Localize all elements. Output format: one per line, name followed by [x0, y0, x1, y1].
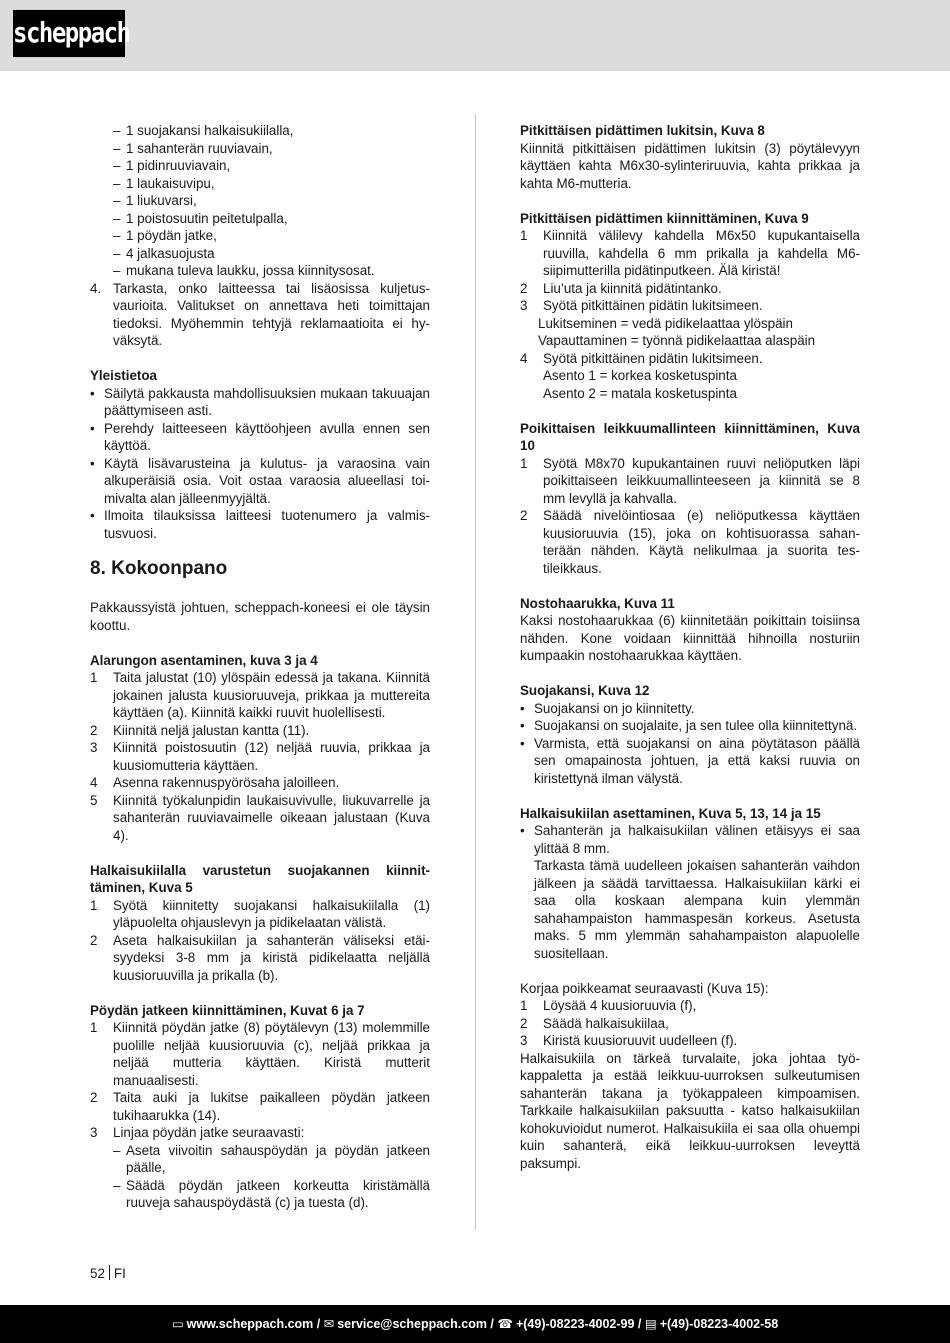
numbered-list	[520, 227, 860, 402]
item-number: 3	[520, 1033, 528, 1048]
section-heading: Nostohaarukka, Kuva 11	[520, 595, 675, 611]
list-item	[113, 192, 430, 210]
list-item	[90, 420, 430, 455]
left-column	[90, 122, 430, 1212]
column-divider	[475, 114, 476, 1230]
item-number: 2	[520, 280, 528, 296]
list-item-body	[113, 1089, 430, 1124]
list-item-text: Kiinnitä poistosuutin (12) neljää ruuvia, prikkaa ja kuusiomutteria käyttäen.	[113, 740, 430, 773]
list-item	[90, 897, 430, 932]
list-item	[90, 385, 430, 420]
dash-marker: –	[113, 123, 121, 138]
list-item-text: 1 pidinruuviavain,	[126, 158, 231, 173]
list-item-text: 1 liukuvarsi,	[126, 193, 197, 208]
list-item-body	[113, 792, 430, 845]
list-item-body	[543, 227, 860, 280]
header-bar	[0, 0, 950, 71]
item-number: 2	[90, 932, 98, 948]
paragraph: Pakkaussyistä johtuen, scheppach-koneesi ei ole täysin koottu.	[90, 600, 430, 633]
bullet-list	[520, 822, 860, 962]
list-item	[520, 227, 860, 280]
list-item-text: Kiristä kuusioruuvit uudelleen (f).	[543, 1033, 738, 1048]
list-item-body	[543, 350, 860, 403]
separator	[109, 1265, 110, 1280]
phone-icon: ☎	[497, 1317, 513, 1331]
separator: /	[486, 1317, 498, 1331]
list-item	[113, 245, 430, 263]
list-item-text: Aseta halkaisukiilan ja sahanterän väliseksi etäisyydeksi 3-8 mm ja kiristä pidikelaatta neljällä kuusioruuvilla ja prikalla (b).	[113, 932, 430, 983]
list-item-text: Asenna rakennuspyörösaha jaloilleen.	[113, 775, 340, 790]
paragraph: Kaksi nostohaarukkaa (6) kiinnitetään poikittain toisiinsa nähden. Kone voidaan kiinnittää hihnoilla nosturiin kumpaakin nostohaarukkaa käyttäen.	[520, 613, 860, 663]
list-item-detail: Vapauttaminen = työnnä pidikelaattaa alaspäin	[538, 333, 816, 348]
item-number: 5	[90, 792, 98, 808]
dash-marker: –	[113, 175, 121, 191]
section-heading: Halkaisukiilalla varustetun suojakannen kiinnittäminen, Kuva 5	[90, 862, 430, 895]
list-item-body	[543, 507, 860, 577]
list-item	[520, 1032, 860, 1050]
list-item-body	[543, 997, 860, 1015]
sublist-item	[113, 1177, 430, 1212]
list-item-body	[113, 280, 430, 350]
list-item-body	[543, 1032, 860, 1050]
bullet-marker: •	[520, 735, 525, 751]
section-heading: Pitkittäisen pidättimen lukitsin, Kuva 8	[520, 123, 765, 138]
list-item-text: Tarkasta, onko laitteessa tai lisäosissa kuljetusvaurioita. Valitukset on annettava heti toimittajan tiedoksi. Myöhemmin tehtyjä reklamaatioita ei hyväksytä.	[113, 280, 430, 348]
dash-marker: –	[113, 245, 121, 261]
list-item	[113, 157, 430, 175]
list-item-detail: Asento 2 = matala kosketuspinta	[543, 385, 737, 401]
dash-marker: –	[113, 140, 121, 156]
list-item	[90, 774, 430, 792]
item-number: 1	[90, 1020, 98, 1035]
list-item-text: Kiinnitä pöydän jatke (8) pöytälevyn (13) molemmille puolille neljää kuusioruuvia (c), neljää prikkaa ja neljää mutteria käyttäen. Kiristä mutterit manuaalisesti.	[113, 1020, 430, 1088]
separator: /	[313, 1317, 324, 1331]
list-item-text: Suojakansi on suojalaite, ja sen tulee olla kiinnitettynä.	[534, 718, 858, 733]
item-number: 2	[90, 722, 98, 738]
item-number: 1	[90, 670, 98, 685]
item-number: 1	[520, 998, 528, 1013]
list-item-text: Liu’uta ja kiinnitä pidätintanko.	[543, 280, 722, 296]
list-item-body	[538, 297, 860, 350]
list-item-text	[534, 700, 860, 718]
list-item-text: Syötä pitkittäinen pidätin lukitsimeen.	[543, 350, 763, 366]
list-item-body	[113, 1019, 430, 1089]
list-item	[90, 669, 430, 722]
list-item-text	[104, 420, 430, 455]
list-item-text: 1 laukaisuvipu,	[126, 175, 215, 191]
section-heading: Yleistietoa	[90, 368, 157, 383]
bullet-list	[520, 700, 860, 788]
section-heading: Pitkittäisen pidättimen kiinnittäminen, Kuva 9	[520, 210, 809, 226]
list-item-text: Kiinnitä neljä jalustan kantta (11).	[113, 722, 310, 738]
list-item-text: Säilytä pakkausta mahdollisuuksien mukaan takuuajan päättymiseen asti.	[104, 385, 430, 418]
bullet-marker: •	[520, 823, 525, 838]
numbered-list	[90, 280, 430, 350]
sublist-item-text: Aseta viivoitin sahauspöydän ja pöydän jatkeen päälle,	[126, 1142, 430, 1175]
list-item	[90, 455, 430, 508]
scheppach-logo: scheppach	[13, 10, 125, 57]
list-item-text: 1 sahanterän ruuviavain,	[126, 140, 273, 156]
section-heading: Pöydän jatkeen kiinnittäminen, Kuvat 6 ja 7	[90, 1002, 365, 1018]
paragraph: Kiinnitä pitkittäisen pidättimen lukitsin (3) pöytälevyyn käyttäen kahta M6x30-sylinteriruuvia, kahta prikkaa ja kahta M6-mutteria.	[520, 140, 860, 191]
section-heading: Poikittaisen leikkuumallinteen kiinnittäminen, Kuva 10	[520, 420, 860, 453]
bullet-marker: •	[90, 508, 95, 523]
list-item-text	[534, 822, 860, 962]
list-item-detail: Asento 1 = korkea kosketuspinta	[543, 368, 737, 383]
item-number: 1	[520, 228, 528, 243]
list-item	[90, 1089, 430, 1124]
list-item-text: Taita jalustat (10) ylöspäin edessä ja takana. Kiinnitä jokainen jalusta kuusioruuveja, prikkaa ja muttereita käyttäen (a). Kiinnitä kaikki ruuvit huolellisesti.	[113, 670, 430, 720]
dash-marker: –	[113, 228, 121, 243]
website-link[interactable]: www.scheppach.com	[186, 1317, 314, 1331]
numbered-list	[520, 997, 860, 1050]
list-item	[520, 822, 860, 962]
dash-sublist	[113, 1142, 430, 1212]
numbered-list	[90, 1019, 430, 1212]
list-item	[520, 700, 860, 718]
bullet-marker: •	[90, 385, 95, 401]
list-item	[90, 932, 430, 985]
list-item-body	[113, 1124, 430, 1212]
email-link[interactable]: service@scheppach.com	[337, 1317, 487, 1331]
list-item	[520, 507, 860, 577]
list-item-text: mukana tuleva laukku, jossa kiinnitysosat.	[126, 263, 375, 278]
list-item	[520, 735, 860, 788]
list-item-body	[113, 897, 430, 932]
section-heading: Halkaisukiilan asettaminen, Kuva 5, 13, 14 ja 15	[520, 805, 821, 821]
list-item-note: Tarkasta tämä uudelleen jokaisen sahanterän vaihdon jälkeen ja säädä tarvittaessa. Halkaisukiilan kärki ei saa olla koskaan alempana kuin ylemmän sahahampaiston hammaspesän korkeus. Asetusta maks. 5 mm ylemmän sahahampaiston alapuolelle suositellaan.	[534, 858, 860, 961]
list-item	[113, 262, 430, 280]
list-item-text: Kiinnitä välilevy kahdella M6x50 kupukantaisella ruuvilla, kahdella 6 mm prikalla ja kahdella M6-siipimutterilla pidätinputkeen. Älä kiristä!	[543, 228, 860, 278]
phone-number: +(49)-08223-4002-99	[515, 1317, 635, 1331]
list-item-text: Syötä M8x70 kupukantainen ruuvi neliöputken läpi poikittaiseen leikkuumallinteeseen ja kiinnitä se 8 mm levyllä ja kahvalla.	[543, 455, 860, 506]
list-item-text: Ilmoita tilauksissa laitteesi tuotenumero ja valmistusvuosi.	[104, 508, 430, 541]
section-heading: Alarungon asentaminen, kuva 3 ja 4	[90, 652, 318, 668]
list-item	[520, 297, 860, 350]
dash-list	[90, 122, 430, 280]
list-item-body	[113, 669, 430, 722]
bullet-list	[90, 385, 430, 543]
list-item-text: Syötä kiinnitetty suojakansi halkaisukiilalla (1) yläpuolelta ohjauslevyn ja pidikelaatan välistä.	[113, 897, 430, 930]
page-language: FI	[113, 1266, 126, 1281]
list-item	[90, 280, 430, 350]
list-item-text: Perehdy laitteeseen käyttöohjeen avulla ennen sen käyttöä.	[104, 420, 430, 453]
fax-icon: ▤	[644, 1317, 657, 1331]
separator: /	[634, 1317, 645, 1331]
paragraph: Halkaisukiila on tärkeä turvalaite, joka johtaa työkappaletta ja estää leikkuu-uurroksen sulkeutumisen sahanterän takana ja työkappaleen kimpoamisen. Tarkkaile halkaisukiilan paksuutta - katso halkaisukiilan kohokuvioidut numerot. Halkaisukiila ei saa olla ohuempi kuin sahanterä, eikä leikkuu-uurroksen leveyttä paksumpi.	[520, 1050, 860, 1171]
list-item	[520, 717, 860, 735]
list-item	[520, 280, 860, 298]
item-number: 4.	[90, 280, 102, 296]
item-number: 4	[90, 775, 98, 790]
footer-bar	[0, 1305, 950, 1343]
list-item	[90, 507, 430, 542]
list-item	[113, 227, 430, 245]
list-item-detail: Lukitseminen = vedä pidikelaattaa ylöspäin	[538, 315, 793, 331]
bullet-marker: •	[520, 718, 525, 733]
list-item	[90, 739, 430, 774]
list-item-text: Syötä pitkittäinen pidätin lukitsimeen.	[543, 298, 763, 313]
numbered-list	[520, 455, 860, 578]
list-item-text: Säädä halkaisukiilaa,	[543, 1015, 669, 1031]
list-item-body	[543, 455, 860, 508]
item-number: 1	[90, 897, 98, 913]
list-item-text: Linjaa pöydän jatke seuraavasti:	[113, 1125, 305, 1140]
item-number: 2	[90, 1090, 98, 1105]
bullet-marker: •	[520, 700, 525, 716]
dash-marker: –	[113, 210, 121, 226]
list-item-text	[104, 385, 430, 420]
list-item	[90, 792, 430, 845]
list-item-text: 1 poistosuutin peitetulpalla,	[126, 210, 288, 226]
section-heading: Suojakansi, Kuva 12	[520, 683, 650, 698]
list-item-body	[543, 280, 860, 298]
dash-marker: –	[113, 193, 121, 208]
list-item-text	[534, 735, 860, 788]
list-item-text	[104, 455, 430, 508]
page-number-value: 52	[90, 1266, 105, 1281]
list-item	[113, 122, 430, 140]
list-item-text: Käytä lisävarusteina ja kulutus- ja varaosina vain alkuperäisiä osia. Voit ostaa varaosia alueellasi toimivalta alan jälleenmyyjältä.	[104, 455, 430, 506]
item-number: 3	[90, 1125, 98, 1140]
list-item-text: 4 jalkasuojusta	[126, 245, 215, 261]
list-item-text: 1 suojakansi halkaisukiilalla,	[126, 123, 294, 138]
numbered-list	[90, 897, 430, 985]
bullet-marker: •	[90, 455, 95, 471]
list-item-text	[104, 507, 430, 542]
list-item-text: Varmista, että suojakansi on aina pöytätason päällä sen omapainosta johtuen, ja että kaksi ruuvia on kiristettynä ilman välystä.	[534, 735, 860, 786]
item-number: 2	[520, 508, 528, 523]
item-number: 2	[520, 1015, 528, 1031]
dash-marker: –	[113, 1142, 121, 1158]
list-item	[520, 997, 860, 1015]
list-item-text: Taita auki ja lukitse paikalleen pöydän jatkeen tukihaarukka (14).	[113, 1090, 430, 1123]
list-item-text: Kiinnitä työkalunpidin laukaisuvivulle, liukuvarrelle ja sahanterän ruuviavaimelle oikeaan jalustaan (Kuva 4).	[113, 792, 430, 843]
bullet-marker: •	[90, 420, 95, 436]
list-item-text: Sahanterän ja halkaisukiilan välinen etäisyys ei saa ylittää 8 mm.	[534, 823, 860, 856]
list-item-body	[113, 722, 430, 740]
list-item-text: 1 pöydän jatke,	[126, 228, 217, 243]
list-item	[113, 175, 430, 193]
list-item	[520, 350, 860, 403]
page-number	[90, 1265, 126, 1283]
list-item-body	[113, 739, 430, 774]
list-item-body	[113, 774, 430, 792]
list-item-text: Löysää 4 kuusioruuvia (f),	[543, 998, 697, 1013]
list-item	[520, 455, 860, 508]
dash-marker: –	[113, 263, 121, 278]
right-column	[520, 122, 860, 1172]
mail-icon: ✉	[323, 1317, 335, 1331]
list-item	[113, 210, 430, 228]
list-item	[520, 1015, 860, 1033]
computer-icon: ▭	[171, 1317, 184, 1331]
item-number: 3	[90, 740, 98, 755]
list-item-body	[543, 1015, 860, 1033]
list-item	[90, 1124, 430, 1212]
sublist-item	[113, 1142, 430, 1177]
item-number: 1	[520, 455, 528, 471]
item-number: 3	[520, 298, 528, 313]
list-item-text: Suojakansi on jo kiinnitetty.	[534, 700, 695, 716]
sublist-item-text: Säädä pöydän jatkeen korkeutta kiristämällä ruuveja sahauspöydästä (c) ja tuesta (d).	[126, 1177, 430, 1210]
list-item	[90, 722, 430, 740]
dash-marker: –	[113, 158, 121, 173]
dash-marker: –	[113, 1177, 121, 1193]
paragraph: Korjaa poikkeamat seuraavasti (Kuva 15):	[520, 980, 769, 996]
chapter-title: 8. Kokoonpano	[90, 558, 228, 579]
numbered-list	[90, 669, 430, 844]
item-number: 4	[520, 350, 528, 366]
list-item	[90, 1019, 430, 1089]
list-item-body	[113, 932, 430, 985]
list-item	[113, 140, 430, 158]
list-item-text	[534, 717, 860, 735]
fax-number: +(49)-08223-4002-58	[659, 1317, 779, 1331]
list-item-text: Säädä nivelöintiosaa (e) neliöputkessa käyttäen kuusioruuvia (15), joka on kohtisuorassa sahanterään nähden. Käytä nelikulmaa ja suorita testileikkaus.	[543, 508, 860, 576]
